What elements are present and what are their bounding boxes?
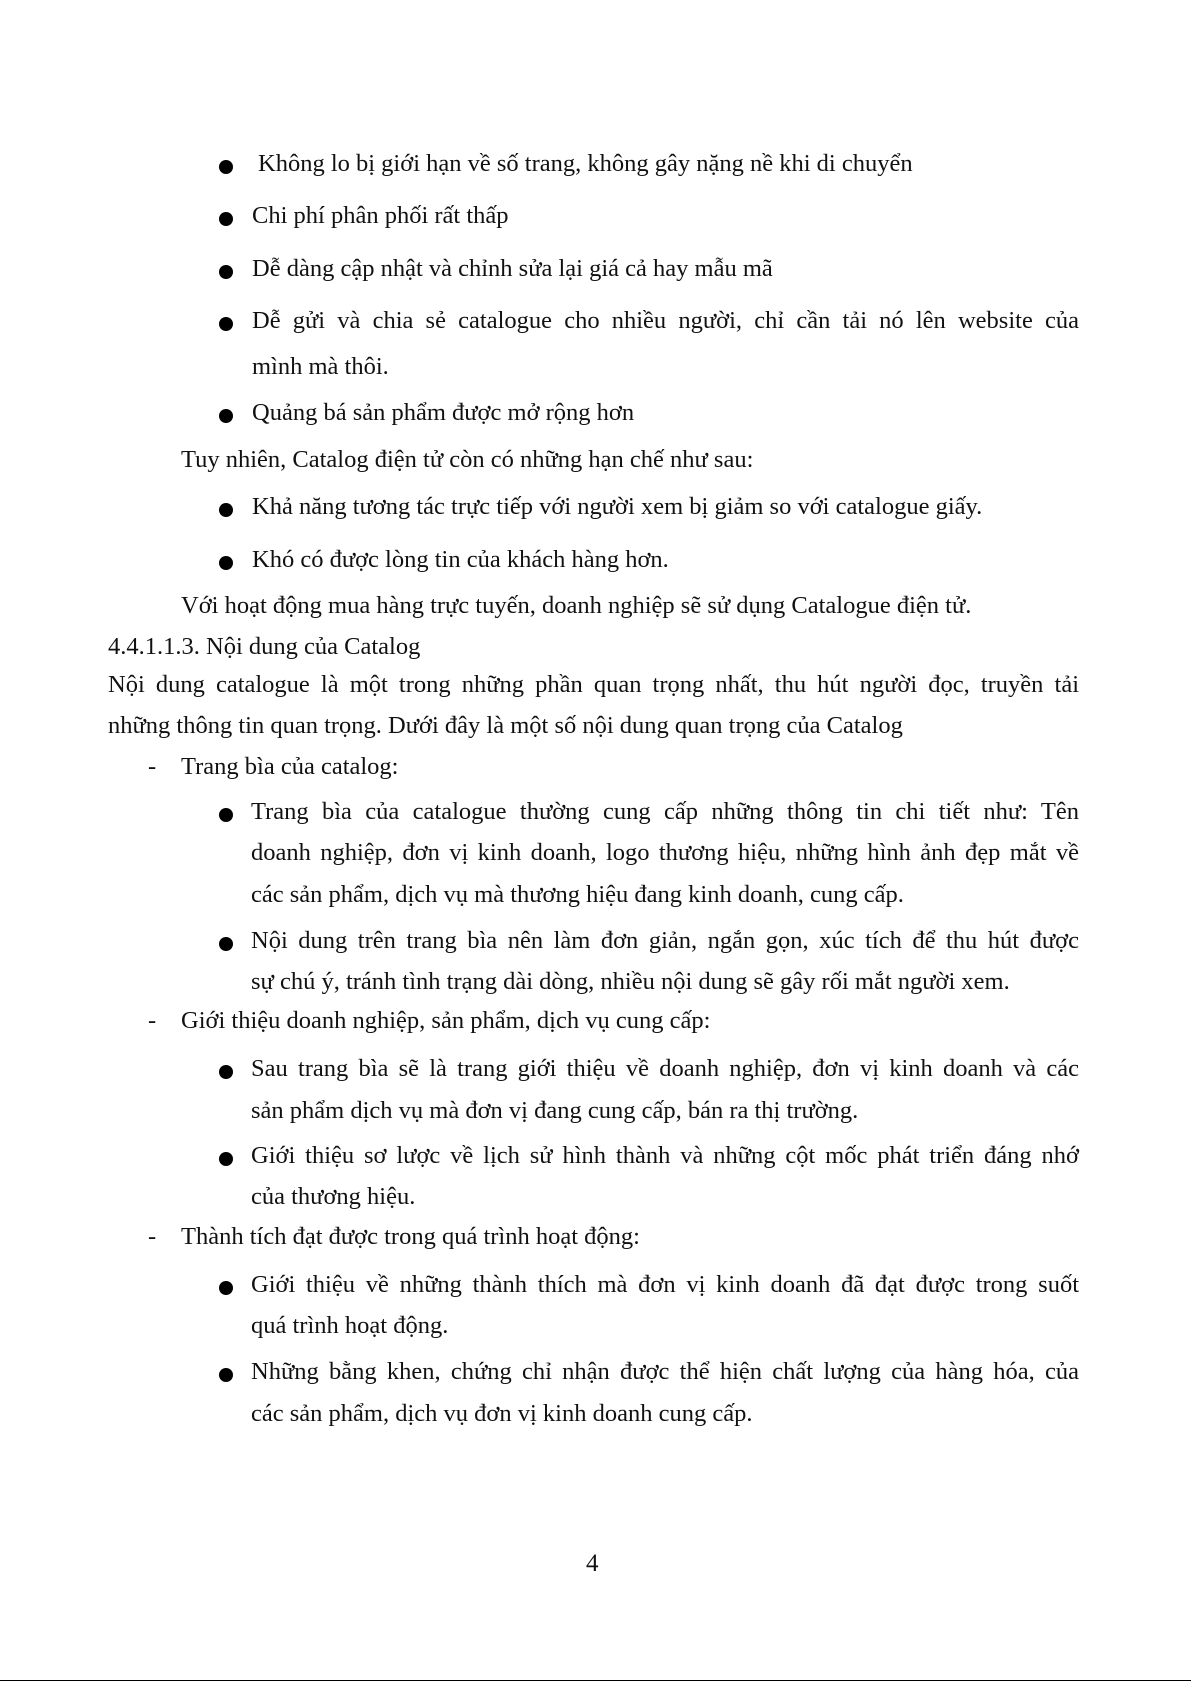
bullet-icon [219,317,233,331]
list-item: Nội dung trên trang bìa nên làm đơn giản, ngắn gọn, xúc tích để thu hút được [251,927,1079,954]
list-item: Giới thiệu sơ lược về lịch sử hình thành và những cột mốc phát triển đáng nhớ [251,1142,1079,1169]
group-title: Trang bìa của catalog: [181,753,399,780]
list-item: Dễ gửi và chia sẻ catalogue cho nhiều người, chỉ cần tải nó lên website của [252,307,1079,334]
bullet-icon [219,937,233,951]
list-item: Chi phí phân phối rất thấp [252,202,509,229]
bullet-icon [219,1065,233,1079]
list-item: Những bằng khen, chứng chỉ nhận được thể hiện chất lượng của hàng hóa, của [251,1358,1079,1385]
bullet-icon [219,1281,233,1295]
list-item-continuation: quá trình hoạt động. [251,1312,449,1339]
list-item-continuation: các sản phẩm, dịch vụ mà thương hiệu đang kinh doanh, cung cấp. [251,881,904,908]
bullet-icon [219,409,233,423]
bullet-icon [219,503,233,517]
section-intro-line: Nội dung catalogue là một trong những phần quan trọng nhất, thu hút người đọc, truyền tải [108,671,1079,698]
list-item: Không lo bị giới hạn về số trang, không gây nặng nề khi di chuyển [258,150,913,177]
list-item: Khó có được lòng tin của khách hàng hơn. [252,546,669,573]
bullet-icon [219,556,233,570]
conclusion-paragraph: Với hoạt động mua hàng trực tuyến, doanh nghiệp sẽ sử dụng Catalogue điện tử. [181,592,972,619]
dash-marker: - [148,753,157,780]
list-item-continuation: của thương hiệu. [251,1183,416,1210]
bullet-icon [219,265,233,279]
limitations-intro: Tuy nhiên, Catalog điện tử còn có những hạn chế như sau: [181,446,754,473]
list-item: Dễ dàng cập nhật và chỉnh sửa lại giá cả hay mẫu mã [252,255,773,282]
bullet-icon [219,212,233,226]
section-intro-line: những thông tin quan trọng. Dưới đây là một số nội dung quan trọng của Catalog [108,712,903,739]
dash-marker: - [148,1007,157,1034]
dash-marker: - [148,1223,157,1250]
list-item: Sau trang bìa sẽ là trang giới thiệu về doanh nghiệp, đơn vị kinh doanh và các [251,1055,1079,1082]
list-item: Trang bìa của catalogue thường cung cấp những thông tin chi tiết như: Tên [251,798,1079,825]
list-item-continuation: sản phẩm dịch vụ mà đơn vị đang cung cấp, bán ra thị trường. [251,1097,859,1124]
section-heading: 4.4.1.1.3. Nội dung của Catalog [108,633,421,660]
list-item: Khả năng tương tác trực tiếp với người xem bị giảm so với catalogue giấy. [252,493,983,520]
list-item: Giới thiệu về những thành thích mà đơn vị kinh doanh đã đạt được trong suốt [251,1271,1079,1298]
bullet-icon [219,808,233,822]
list-item-continuation: mình mà thôi. [252,353,389,380]
list-item-continuation: doanh nghiệp, đơn vị kinh doanh, logo thương hiệu, những hình ảnh đẹp mắt về [251,839,1079,866]
bullet-icon [219,1368,233,1382]
list-item: Quảng bá sản phẩm được mở rộng hơn [252,399,635,426]
bullet-icon [219,1152,233,1166]
group-title: Thành tích đạt được trong quá trình hoạt động: [181,1223,640,1250]
list-item-continuation: sự chú ý, tránh tình trạng dài dòng, nhiều nội dung sẽ gây rối mắt người xem. [251,968,1010,995]
list-item-continuation: các sản phẩm, dịch vụ đơn vị kinh doanh cung cấp. [251,1400,753,1427]
bullet-icon [219,160,233,174]
group-title: Giới thiệu doanh nghiệp, sản phẩm, dịch vụ cung cấp: [181,1007,711,1034]
bottom-rule [0,1680,1191,1681]
page-number: 4 [586,1550,599,1577]
